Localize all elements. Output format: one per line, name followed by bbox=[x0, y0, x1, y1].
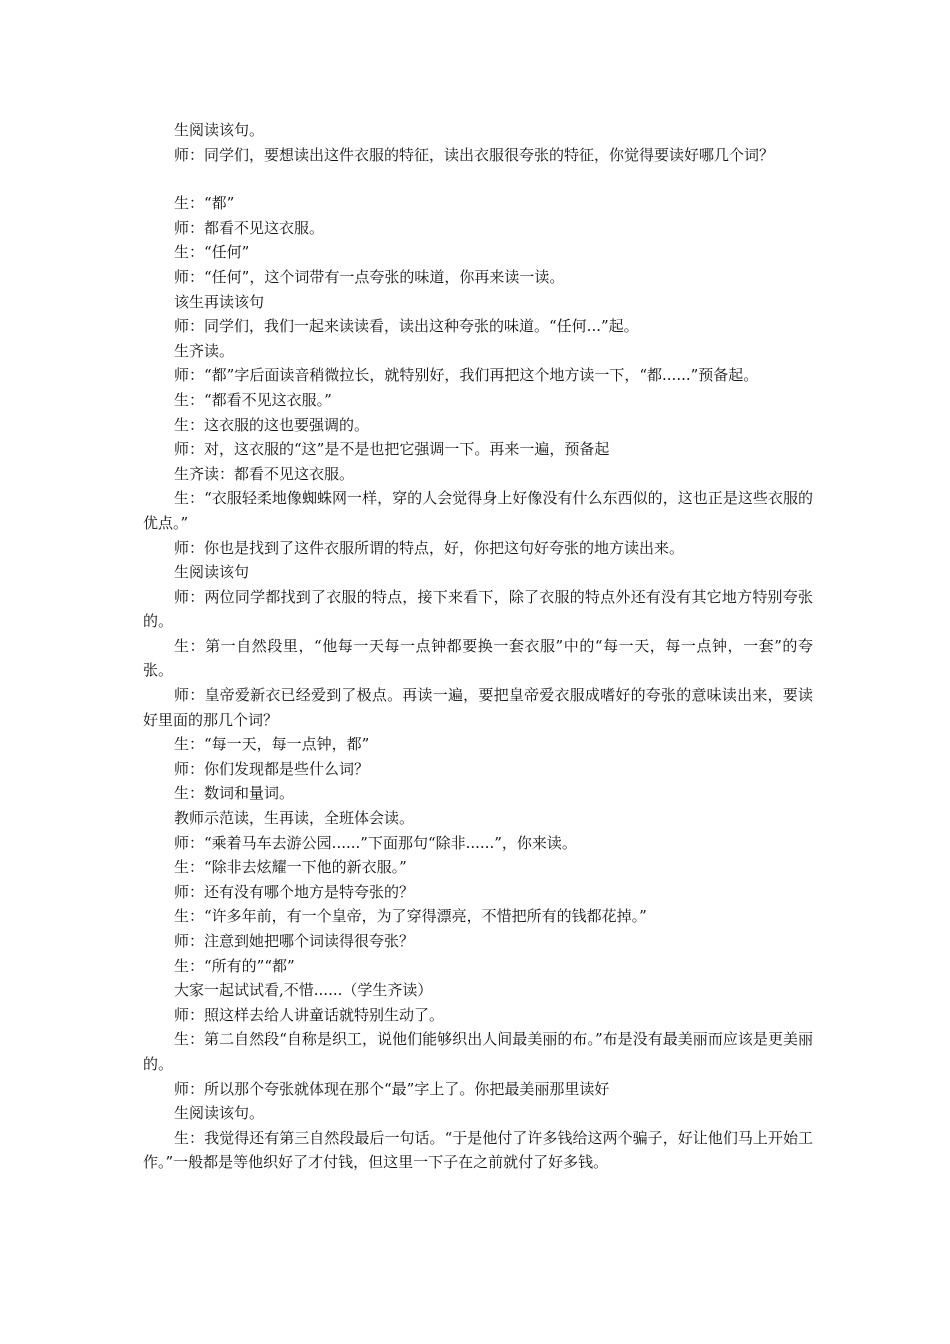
paragraph: 师：对，这衣服的“这”是不是也把它强调一下。再来一遍，预备起 bbox=[174, 440, 610, 459]
paragraph: 师：“乘着马车去游公园......”下面那句“除非......”，你来读。 bbox=[174, 833, 577, 852]
paragraph: 师：“任何”，这个词带有一点夸张的味道，你再来读一读。 bbox=[174, 267, 565, 286]
document-body bbox=[143, 118, 813, 1175]
paragraph: 生阅读该句。 bbox=[174, 1104, 265, 1123]
paragraph: 师：“都”字后面读音稍微拉长，就特别好，我们再把这个地方读一下，“都......”预备起。 bbox=[174, 366, 759, 385]
paragraph: 教师示范读，生再读，全班体会读。 bbox=[174, 809, 415, 828]
paragraph: 生：“任何” bbox=[174, 243, 250, 262]
paragraph: 师：注意到她把哪个词读得很夸张？ bbox=[174, 932, 415, 950]
paragraph: 生：“衣服轻柔地像蜘蛛网一样，穿的人会觉得身上好像没有什么东西似的，这也正是这些衣服的优点。” bbox=[143, 489, 813, 532]
paragraph: 生：这衣服的这也要强调的。 bbox=[174, 415, 370, 434]
paragraph: 生齐读：都看不见这衣服。 bbox=[174, 464, 355, 483]
paragraph: 师：你们发现都是些什么词？ bbox=[174, 759, 370, 778]
paragraph: 生：我觉得还有第三自然段最后一句话。“于是他付了许多钱给这两个骗子，好让他们马上开始工作。”一般都是等他织好了才付钱，但这里一下子在之前就付了好多钱。 bbox=[143, 1128, 813, 1172]
paragraph: 师：照这样去给人讲童话就特别生动了。 bbox=[174, 1005, 445, 1024]
blank-line bbox=[143, 167, 813, 191]
paragraph: 生：“都” bbox=[174, 194, 235, 213]
paragraph: 生：“所有的”“都” bbox=[174, 956, 295, 975]
paragraph: 师：皇帝爱新衣已经爱到了极点。再读一遍，要把皇帝爱衣服成嗜好的夸张的意味读出来，要读好里面的那几个词？ bbox=[143, 686, 813, 729]
paragraph: 生阅读该句。 bbox=[174, 121, 265, 139]
paragraph: 师：两位同学都找到了衣服的特点，接下来看下，除了衣服的特点外还有没有其它地方特别夸张的。 bbox=[143, 587, 813, 631]
paragraph: 生阅读该句 bbox=[174, 563, 250, 582]
paragraph: 生：数词和量词。 bbox=[174, 784, 295, 803]
paragraph: 师：你也是找到了这件衣服所谓的特点，好，你把这句好夸张的地方读出来。 bbox=[174, 538, 685, 557]
paragraph: 该生再读该句 bbox=[174, 292, 265, 311]
paragraph: 生：“每一天，每一点钟，都” bbox=[174, 735, 370, 754]
paragraph: 师：同学们，我们一起来读读看，读出这种夸张的味道。“任何...”起。 bbox=[174, 317, 639, 336]
paragraph: 生：“除非去炫耀一下他的新衣服。” bbox=[174, 858, 407, 877]
paragraph: 生齐读。 bbox=[174, 341, 235, 360]
paragraph: 师：还有没有哪个地方是特夸张的？ bbox=[174, 882, 415, 901]
paragraph: 大家一起试试看,不惜......（学生齐读） bbox=[174, 981, 433, 1000]
paragraph: 生：“都看不见这衣服。” bbox=[174, 390, 332, 409]
paragraph: 师：都看不见这衣服。 bbox=[174, 218, 325, 237]
paragraph: 生：第二自然段“自称是织工，说他们能够织出人间最美丽的布。”布是没有最美丽而应该是更美丽的。 bbox=[143, 1030, 813, 1073]
paragraph: 师：所以那个夸张就体现在那个“最”字上了。你把最美丽那里读好 bbox=[174, 1079, 610, 1098]
paragraph: 生：“许多年前，有一个皇帝，为了穿得漂亮，不惜把所有的钱都花掉。” bbox=[174, 907, 647, 926]
paragraph: 生：第一自然段里，“他每一天每一点钟都要换一套衣服”中的“每一天，每一点钟，一套”的夸张。 bbox=[143, 636, 813, 680]
paragraph: 师：同学们，要想读出这件衣服的特征，读出衣服很夸张的特征，你觉得要读好哪几个词？ bbox=[174, 145, 775, 164]
